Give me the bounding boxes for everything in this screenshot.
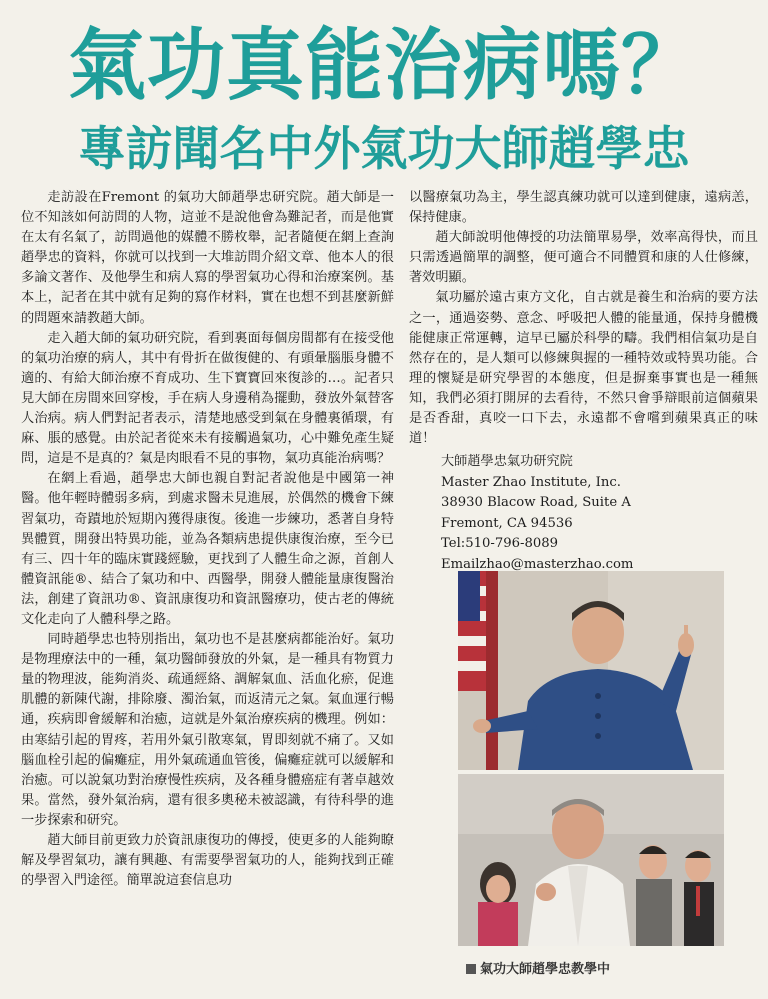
- city-address: Fremont, CA 94536: [441, 515, 573, 531]
- paragraph: 走訪設在Fremont 的氣功大師趙學忠研究院。趙大師是一位不知該如何訪問的人物，這並不是說他會為難記者，而是他實在太有名氣了，訪問過他的媒體不勝枚舉，記者隨便在網上查詢趙學忠的資料，你就可以找到一大堆訪問介紹文章、他本人的很多論文著作、及他學生和病人寫的學習氣功心得和治療案例。基本上，記者在其中就有足夠的寫作材料，實在也想不到甚麼新鮮的問題來請教趙大師。: [21, 190, 394, 326]
- photo-illustration: [458, 774, 724, 946]
- subheadline: 專訪聞名中外氣功大師趙學忠: [78, 122, 690, 177]
- org-english-name: Master Zhao Institute, Inc.: [441, 474, 621, 490]
- paragraph: 在網上看過，趙學忠大師也親自對記者說他是中國第一神醫。他年輕時體弱多病，到處求醫未見進展，於偶然的機會下練習氣功，奇蹟地於短期內獲得康復。後進一步練功，悉著自身特異體質，開發出特異功能，並為各類病患提供康復治療，至今已有三、四十年的臨床實踐經驗，更找到了人體生命之源，首創人體資訊能®、結合了氣功和中、西醫學，開發人體能量康復醫治法，創建了資訊功®、資訊康復功和資訊醫療功，使古老的傳統文化走向了人體科學之路。: [21, 471, 394, 627]
- contact-block: [441, 452, 741, 575]
- phone-number: Tel:510-796-8089: [441, 536, 559, 551]
- photo-illustration: [458, 571, 724, 770]
- paragraph: 以醫療氣功為主，學生認真練功就可以達到健康，遠病恙，保持健康。: [409, 190, 758, 226]
- photo-caption-text: 氣功大師趙學忠教學中: [480, 962, 611, 977]
- headline: 氣功真能治病嗎？: [67, 21, 700, 111]
- paragraph: 氣功屬於遠古東方文化，自古就是養生和治病的要方法之一，通過姿勢、意念、呼吸把人體的能量通，保持身體機能健康正常運轉，這早已屬於科學的疇。我們相信氣功是自然存在的，是人類可以修練與握的一種特效或特異功能。合理的懷疑是研究學習的本態度，但是摒棄事實也是一種無知，我們必須打開屏的去看待，不然只會爭辯眼前這個蘋果是否香甜，真咬一口下去，永遠都不會嚐到蘋果真正的味道！: [409, 290, 758, 447]
- photo-master-with-flag: [458, 571, 724, 770]
- org-name: 大師趙學忠氣功研究院: [441, 454, 573, 469]
- email-address: Emailzhao@masterzhao.com: [441, 556, 634, 572]
- caption-square-icon: [466, 964, 476, 974]
- paragraph: 趙大師說明他傳授的功法簡單易學，效率高得快，而且只需透過簡單的調整，便可適合不同體質和康的人仕修練，著效明顯。: [409, 230, 758, 286]
- article-right-column: [409, 188, 758, 449]
- paragraph: 趙大師目前更致力於資訊康復功的傳授，使更多的人能夠瞭解及學習氣功，讓有興趣、有需要學習氣功的人，能夠找到正確的學習入門途徑。簡單說這套信息功: [21, 833, 394, 889]
- photo-master-teaching: [458, 774, 724, 946]
- photo-caption: [460, 955, 680, 985]
- paragraph: 同時趙學忠也特別指出，氣功也不是甚麼病都能治好。氣功是物理療法中的一種，氣功醫師發放的外氣，是一種具有物質力量的物理波，能夠消炎、疏通經絡、調解氣血、活血化瘀，促進肌體的新陳代謝，排除廢、濁治氣，而返清元之氣。氣血運行暢通，疾病即會緩解和治癒，這就是外氣治療疾病的機理。例如：由寒結引起的胃疼，若用外氣引散寒氣，胃即刻就不痛了。又如腦血栓引起的偏癱症，用外氣疏通血管後，偏癱症就可以緩解和治癒。可以說氣功對治療慢性疾病，及各種身體癌症有著卓越效果。當然，發外氣治病，還有很多奧秘未被認識，有待科學的進一步探索和研究。: [21, 632, 394, 828]
- street-address: 38930 Blacow Road, Suite A: [441, 495, 631, 510]
- article-left-column: [21, 188, 394, 891]
- paragraph: 走入趙大師的氣功研究院，看到裏面每個房間都有在接受他的氣功治療的病人，其中有骨折在做復健的、有頭暈腦脹身體不適的、有給大師治療不育成功、生下寶寶回來復診的…。記者只見大師在房間來回穿梭，手在病人身邊稍為擺動，發放外氣替客人治病。病人們對記者表示，清楚地感受到氣在身體裏循環，有麻、脹的感覺。由於記者從來未有接觸過氣功，心中難免產生疑問，這是不是真的？氣是肉眼看不見的事物，氣功真能治病嗎？: [21, 330, 394, 467]
